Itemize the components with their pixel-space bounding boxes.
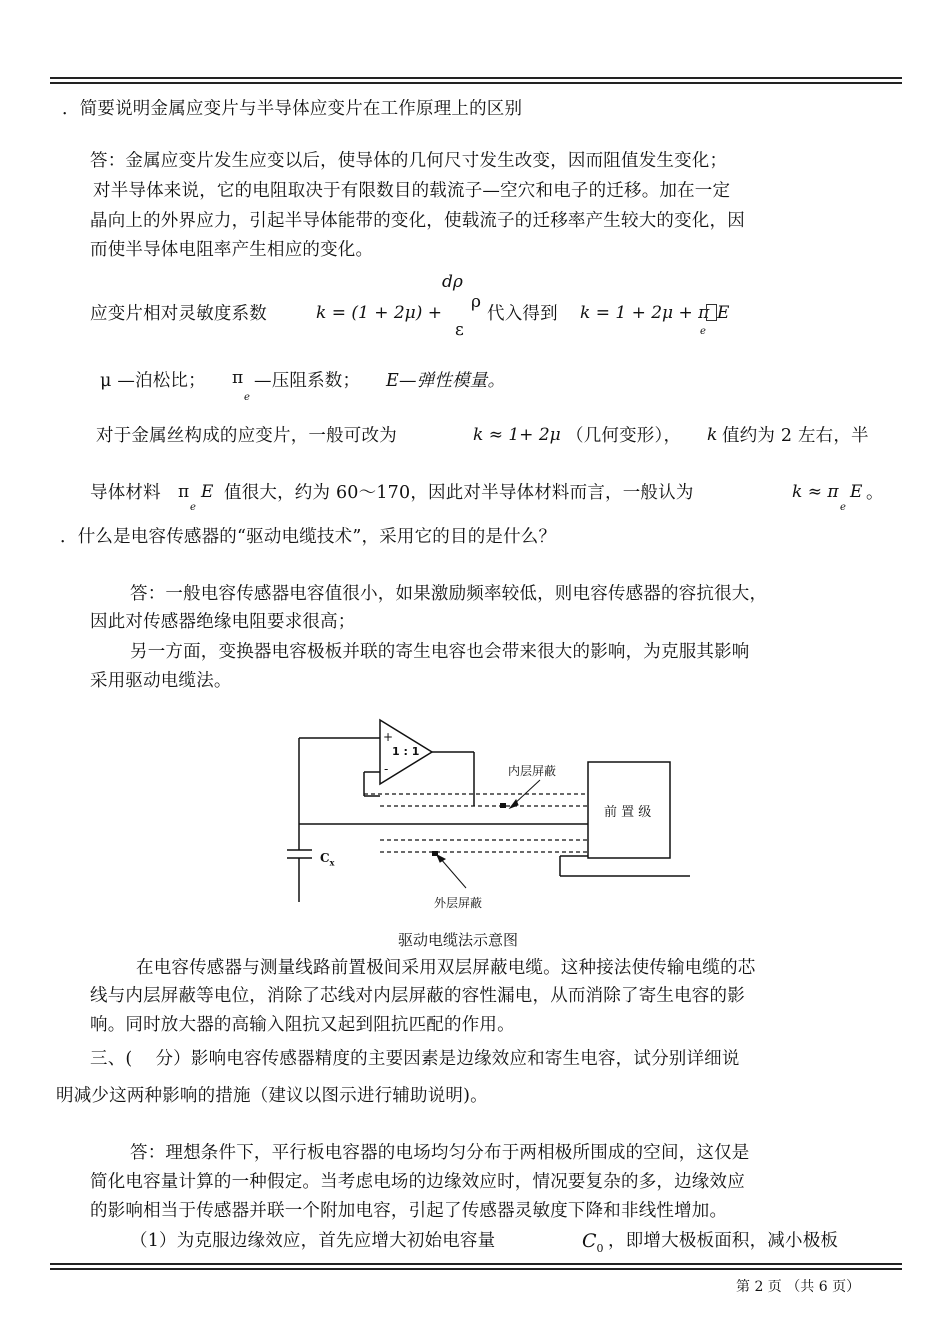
header-rule-top bbox=[50, 77, 902, 79]
semi-line-formula: k ≈ π bbox=[792, 482, 839, 502]
q1-question: ．简要说明金属应变片与半导体应变片在工作原理上的区别 bbox=[62, 99, 523, 119]
cx-label: $C_x$ bbox=[320, 851, 335, 868]
q2-after-line-3: 响。同时放大器的高输入阻抗又起到阻抗匹配的作用。 bbox=[90, 1015, 515, 1035]
semi-line-sub: e bbox=[190, 502, 196, 513]
outer-shield-marker bbox=[432, 851, 438, 856]
semi-line-a: 导体材料 bbox=[90, 483, 161, 503]
amp-ratio-label: 1 : 1 bbox=[392, 745, 420, 758]
q1-answer-line-1: 答：金属应变片发生应变以后，使导体的几何尺寸发生改变，因而阻值发生变化； bbox=[90, 151, 728, 171]
amp-plus-label: + bbox=[383, 730, 394, 744]
formula-rho: ρ bbox=[471, 292, 481, 312]
metal-line-formula: k ≈ 1+ 2μ bbox=[473, 425, 561, 445]
semi-line-e: E bbox=[201, 482, 214, 502]
inner-shield-marker bbox=[500, 803, 506, 808]
footer-rule-top bbox=[50, 1263, 902, 1265]
q2-answer-line-3: 另一方面，变换器电容极板并联的寄生电容也会带来很大的影响，为克服其影响 bbox=[130, 642, 750, 662]
formula-substitute: 代入得到 bbox=[487, 304, 558, 324]
q3-last-line-tail: ，即增大极板面积，减小极板 bbox=[608, 1231, 839, 1251]
semi-line-b: 值很大，约为 60～170，因此对半导体材料而言，一般认为 bbox=[224, 483, 694, 503]
amp-minus-label: - bbox=[384, 762, 389, 776]
semi-line-end: 。 bbox=[866, 483, 884, 503]
semi-line-pi: π bbox=[178, 482, 190, 502]
q1-answer-line-4: 而使半导体电阻率产生相应的变化。 bbox=[90, 240, 374, 260]
q3-answer-line-1: 答：理想条件下，平行板电容器的电场均匀分布于两相极所围成的空间，这仅是 bbox=[130, 1143, 750, 1163]
formula-k-eq: k = (1 + 2μ) + bbox=[316, 303, 442, 323]
metal-line-c: 值约为 2 左右，半 bbox=[722, 426, 869, 446]
formula-numerator: dρ bbox=[442, 272, 463, 292]
page-footer: 第 2 页 （共 6 页） bbox=[736, 1279, 861, 1295]
formula-result-sub: e bbox=[700, 326, 706, 337]
metal-line-k: k bbox=[707, 425, 718, 445]
q3-answer-line-3: 的影响相当于传感器并联一个附加电容，引起了传感器灵敏度下降和非线性增加。 bbox=[90, 1201, 728, 1221]
header-rule-bottom bbox=[50, 82, 902, 84]
outer-shield-label: 外层屏蔽 bbox=[434, 896, 483, 910]
def-pi-sub: e bbox=[244, 392, 250, 403]
q3-question-line-1: 三、( 分）影响电容传感器精度的主要因素是边缘效应和寄生电容，试分别详细说 bbox=[90, 1049, 740, 1069]
q3-last-line: （1）为克服边缘效应，首先应增大初始电容量 bbox=[130, 1231, 496, 1251]
semi-line-sub2: e bbox=[840, 502, 846, 513]
q2-after-line-1: 在电容传感器与测量线路前置极间采用双层屏蔽电缆。这种接法使传输电缆的芯 bbox=[136, 958, 756, 978]
q1-answer-line-2: 对半导体来说，它的电阻取决于有限数目的载流子—空穴和电子的迁移。加在一定 bbox=[93, 181, 731, 201]
def-pi-desc: —压阻系数； bbox=[254, 371, 361, 391]
formula-prefix: 应变片相对灵敏度系数 bbox=[90, 304, 267, 324]
c0-symbol: $C_0$ bbox=[582, 1230, 604, 1255]
q2-answer-line-1: 答：一般电容传感器电容值很小，如果激励频率较低，则电容传感器的容抗很大， bbox=[130, 584, 768, 604]
metal-line-b: （几何变形）， bbox=[566, 426, 682, 446]
q1-answer-line-3: 晶向上的外界应力，引起半导体能带的变化，使载流子的迁移率产生较大的变化，因 bbox=[90, 211, 745, 231]
inner-shield-label: 内层屏蔽 bbox=[508, 764, 557, 778]
def-mu: μ —泊松比； bbox=[100, 371, 206, 391]
q2-question: ．什么是电容传感器的“驱动电缆技术”，采用它的目的是什么？ bbox=[60, 527, 557, 547]
formula-box-glyph bbox=[706, 304, 717, 321]
metal-line-a: 对于金属丝构成的应变片，一般可改为 bbox=[96, 426, 397, 446]
def-e: E—弹性模量。 bbox=[386, 371, 506, 391]
q2-after-line-2: 线与内层屏蔽等电位，消除了芯线对内层屏蔽的容性漏电，从而消除了寄生电容的影 bbox=[90, 986, 745, 1006]
figure-caption: 驱动电缆法示意图 bbox=[398, 931, 519, 949]
preamp-label: 前 置 级 bbox=[604, 805, 652, 820]
q3-answer-line-2: 简化电容量计算的一种假定。当考虑电场的边缘效应时，情况要复杂的多，边缘效应 bbox=[90, 1172, 745, 1192]
formula-result-tail: E bbox=[717, 303, 730, 323]
q2-answer-line-4: 采用驱动电缆法。 bbox=[90, 671, 232, 691]
q2-answer-line-2: 因此对传感器绝缘电阻要求很高； bbox=[90, 612, 356, 632]
semi-line-e2: E bbox=[850, 482, 863, 502]
def-pi: π bbox=[232, 368, 244, 388]
formula-denominator: ε bbox=[455, 320, 464, 340]
formula-result: k = 1 + 2μ + π bbox=[580, 303, 710, 323]
q3-question-line-2: 明减少这两种影响的措施（建议以图示进行辅助说明)。 bbox=[56, 1086, 488, 1106]
footer-rule-bottom bbox=[50, 1268, 902, 1270]
